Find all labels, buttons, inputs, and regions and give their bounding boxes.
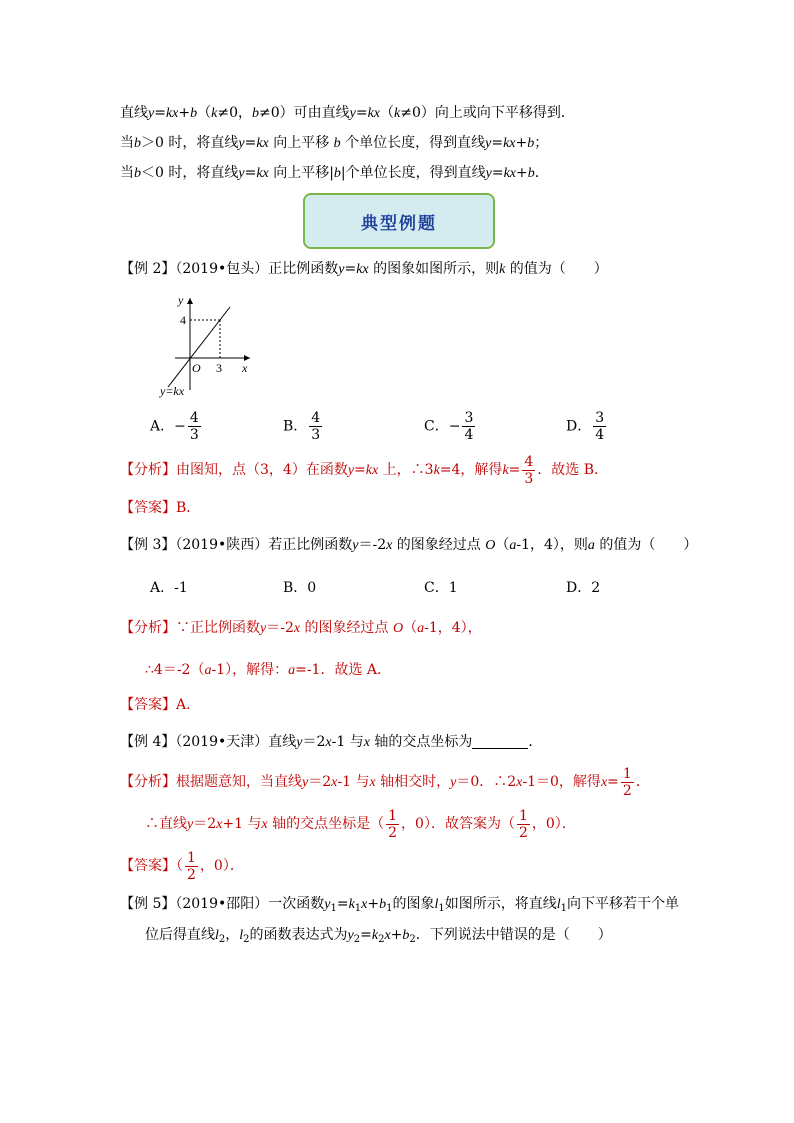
var: l — [434, 897, 439, 912]
var: b — [527, 136, 535, 151]
text: + — [178, 105, 191, 121]
var: x — [516, 775, 523, 790]
var: kx — [256, 166, 269, 181]
text: = — [508, 462, 521, 478]
var: l — [556, 897, 561, 912]
text: 位后得直线 — [145, 927, 215, 943]
denominator: 4 — [595, 427, 605, 443]
text: -1 与 — [337, 774, 370, 790]
subscript: 2 — [353, 934, 361, 945]
var: x — [384, 928, 391, 943]
text: 的值为（ ） — [505, 261, 608, 277]
option-value: -1 — [174, 580, 188, 596]
fraction — [593, 410, 606, 443]
text: -1，4）， — [424, 620, 482, 636]
text: 向下平移若干个单 — [567, 896, 680, 912]
text: 向上平移| — [268, 165, 334, 181]
var: x — [369, 775, 376, 790]
tick-y-label: 4 — [180, 313, 186, 327]
text: |个单位长度，得到直线 — [340, 165, 486, 181]
var: k — [211, 106, 218, 121]
var: k — [394, 106, 401, 121]
subscript: 2 — [218, 934, 226, 945]
subscript: 2 — [243, 934, 250, 945]
var: y — [349, 106, 356, 121]
x-axis-label: x — [242, 361, 248, 375]
text: ．下列说法中错误的是（ ） — [415, 927, 612, 943]
option-letter: D． — [566, 580, 592, 596]
var: kx — [165, 106, 179, 121]
intro-line-2 — [120, 134, 548, 153]
text: =-1．故选 A． — [295, 662, 392, 678]
text: ＝2 — [308, 774, 332, 790]
text: ＝-2 — [358, 537, 387, 553]
text: = — [355, 105, 368, 121]
var: b — [134, 166, 141, 181]
text: = — [154, 105, 166, 121]
var: a — [204, 663, 212, 678]
subscript: 2 — [409, 934, 416, 945]
var: b — [379, 897, 387, 912]
line-label: y=kx — [160, 384, 185, 398]
text: （ — [380, 105, 395, 121]
ex4-analysis-step — [145, 806, 576, 843]
text: ＝2 — [302, 734, 326, 750]
var: x — [386, 538, 393, 553]
fraction — [188, 410, 201, 443]
answer-blank[interactable] — [472, 734, 528, 749]
text: ． — [534, 165, 549, 181]
ex5-question-line2 — [145, 926, 612, 949]
denominator: 2 — [187, 866, 196, 883]
ex2-graph — [150, 290, 260, 400]
ex2-option-a — [150, 410, 203, 443]
ex3-option-b — [283, 577, 316, 597]
var: kx — [365, 463, 379, 478]
intro-line-1 — [120, 104, 575, 123]
text: 轴的交点坐标为 — [369, 734, 473, 750]
text: 个单位长度，得到直线 — [340, 135, 486, 151]
text: 的函数表达式为 — [249, 927, 348, 943]
var: a — [288, 663, 296, 678]
var: x — [216, 817, 223, 832]
var: y — [260, 621, 267, 636]
option-value: 2 — [591, 580, 601, 596]
text: ∴直线 — [145, 816, 187, 832]
var: y — [347, 463, 355, 478]
text: ＝-2 — [266, 620, 294, 636]
ex3-option-a — [150, 577, 188, 597]
var: y — [148, 106, 155, 121]
numerator: 1 — [518, 807, 528, 824]
denominator: 2 — [388, 824, 398, 841]
analysis-tag: 【分析】 — [120, 774, 176, 790]
denominator: 2 — [622, 782, 632, 799]
var: x — [331, 775, 338, 790]
text: （ — [197, 105, 212, 121]
option-letter: A． — [150, 418, 175, 435]
ex2-option-c — [424, 410, 477, 443]
numerator: 4 — [311, 410, 321, 426]
var: x — [600, 775, 608, 790]
var: b — [333, 166, 341, 181]
text: （2019•天津）直线 — [175, 734, 297, 750]
text: 当 — [120, 135, 134, 151]
text: 直线 — [120, 105, 148, 121]
option-letter: B． — [283, 418, 308, 435]
example-tag: 【例 5】 — [120, 896, 176, 912]
answer-tag: 【答案】 — [120, 697, 176, 713]
text: = — [344, 261, 357, 277]
numerator: 1 — [187, 849, 196, 866]
fraction — [309, 410, 322, 443]
fraction — [517, 808, 530, 841]
var: y — [347, 928, 354, 943]
option-letter: A． — [150, 580, 175, 596]
var: y — [450, 775, 457, 790]
var: kx — [367, 106, 381, 121]
section-header — [303, 193, 495, 249]
text: + — [515, 135, 528, 151]
analysis-tag: 【分析】 — [120, 620, 176, 636]
var: x — [361, 897, 368, 912]
ex2-option-d — [566, 410, 608, 443]
text: ＜0 时，将直线 — [141, 165, 239, 181]
text: ≠0， — [217, 105, 252, 121]
var: y — [187, 817, 194, 832]
text: （2019•包头）正比例函数 — [175, 261, 339, 277]
var: l — [215, 928, 219, 943]
answer-text: A． — [176, 697, 201, 713]
numerator: 1 — [622, 765, 632, 782]
text: ； — [534, 135, 549, 151]
numerator: 3 — [464, 410, 474, 426]
text: ，0）．故答案为（ — [401, 816, 515, 832]
option-letter: B． — [283, 580, 308, 596]
subscript: 1 — [386, 903, 393, 914]
var: b — [402, 928, 410, 943]
var: y — [296, 735, 303, 750]
text: -1 与 — [331, 734, 364, 750]
text: = — [336, 896, 349, 912]
var: b — [251, 106, 259, 121]
text: 的图象如图所示，则 — [368, 261, 500, 277]
ex3-analysis-step — [145, 661, 391, 680]
var: x — [293, 621, 301, 636]
subscript: 1 — [560, 903, 568, 914]
text: + — [516, 165, 528, 181]
text: （2019•陕西）若正比例函数 — [175, 537, 353, 553]
answer-text: B． — [176, 500, 201, 516]
var: kx — [356, 262, 369, 277]
var: a — [509, 538, 517, 553]
option-letter: C． — [424, 418, 449, 435]
fraction — [522, 454, 535, 487]
ex2-option-b — [283, 410, 324, 443]
var: b — [333, 136, 341, 151]
text: = — [360, 927, 372, 943]
numerator: 4 — [524, 453, 534, 470]
var: y — [324, 897, 331, 912]
text: 根据题意知，当直线 — [176, 774, 302, 790]
var: x — [325, 735, 332, 750]
text: ＞0 时，将直线 — [141, 135, 239, 151]
var: x — [363, 735, 370, 750]
var: y — [302, 775, 309, 790]
var: b — [190, 106, 198, 121]
text: 由图知，点（3，4）在函数 — [176, 462, 348, 478]
text: ∴4＝-2（ — [145, 662, 205, 678]
option-value: 1 — [448, 580, 458, 596]
var: y — [485, 166, 492, 181]
text: 向上平移 — [268, 135, 334, 151]
var: k — [499, 262, 506, 277]
fraction — [386, 808, 399, 841]
text: （ — [403, 620, 418, 636]
text: ＝0．∴2 — [456, 774, 517, 790]
var: kx — [256, 136, 269, 151]
ex3-option-d — [566, 577, 600, 597]
text: = — [491, 135, 504, 151]
text: = — [607, 774, 619, 790]
ex2-analysis — [120, 452, 608, 489]
text: + — [390, 927, 403, 943]
fraction — [185, 850, 198, 883]
text: 的图象 — [392, 896, 435, 912]
text: ． — [635, 774, 650, 790]
numerator: 3 — [595, 410, 605, 426]
text: 轴的交点坐标是（ — [267, 816, 385, 832]
ex4-question — [120, 733, 542, 752]
numerator: 4 — [189, 410, 199, 426]
y-axis-arrow — [187, 298, 193, 304]
var: k — [502, 463, 509, 478]
subscript: 1 — [354, 903, 362, 914]
ex4-analysis — [120, 764, 650, 801]
origin-label: O — [192, 361, 201, 375]
text: ∵正比例函数 — [176, 620, 260, 636]
var: kx — [503, 166, 517, 181]
text: （ — [495, 537, 510, 553]
ex3-question — [120, 536, 697, 555]
subscript: 1 — [330, 903, 337, 914]
option-letter: D． — [566, 418, 592, 435]
subscript: 1 — [438, 903, 445, 914]
text: +1 与 — [222, 816, 262, 832]
var: b — [527, 166, 535, 181]
var: k — [433, 463, 440, 478]
var: y — [485, 136, 492, 151]
var: O — [392, 621, 404, 636]
text: 的图象经过点 — [300, 620, 393, 636]
var: a — [417, 621, 425, 636]
option-letter: C． — [424, 580, 449, 596]
denominator: 3 — [189, 427, 199, 443]
section-header-title: 典型例题 — [361, 213, 437, 234]
text: = — [354, 462, 366, 478]
denominator: 2 — [518, 824, 528, 841]
text: （ — [176, 858, 183, 874]
text: ．故选 B． — [537, 462, 609, 478]
var: y — [238, 136, 245, 151]
text: 上，∴3 — [378, 462, 434, 478]
var: x — [261, 817, 268, 832]
fraction — [462, 410, 475, 443]
ex5-question-line1 — [120, 895, 679, 918]
text: + — [367, 896, 380, 912]
var: kx — [503, 136, 516, 151]
text: = — [491, 165, 504, 181]
var: a — [587, 538, 595, 553]
fraction — [621, 766, 634, 799]
intro-line-3 — [120, 164, 549, 183]
y-axis-label: y — [178, 293, 184, 307]
var: O — [485, 538, 496, 553]
ex2-question — [120, 260, 608, 279]
example-tag: 【例 3】 — [120, 537, 176, 553]
text: 的值为（ ） — [594, 537, 698, 553]
text: ，0）． — [531, 816, 576, 832]
text: 当 — [120, 165, 134, 181]
denominator: 4 — [464, 427, 474, 443]
text: − — [174, 418, 186, 435]
var: l — [239, 928, 244, 943]
option-value: 0 — [307, 580, 317, 596]
text: = — [244, 165, 257, 181]
text: -1，4），则 — [516, 537, 588, 553]
text: -1），解得： — [211, 662, 289, 678]
example-tag: 【例 2】 — [120, 261, 176, 277]
var: b — [134, 136, 141, 151]
denominator: 3 — [311, 427, 321, 443]
text: （2019•邵阳）一次函数 — [175, 896, 325, 912]
text: ＝2 — [193, 816, 217, 832]
analysis-tag: 【分析】 — [120, 462, 176, 478]
text: ， — [225, 927, 240, 943]
subscript: 2 — [378, 934, 385, 945]
answer-tag: 【答案】 — [120, 858, 176, 874]
text: ≠0）可由直线 — [258, 105, 350, 121]
var: k — [348, 897, 355, 912]
var: y — [352, 538, 359, 553]
var: k — [371, 928, 379, 943]
ex2-answer — [120, 499, 200, 517]
text: 的图象经过点 — [392, 537, 486, 553]
text: -1＝0，解得 — [522, 774, 601, 790]
text: − — [448, 418, 461, 435]
answer-tag: 【答案】 — [120, 500, 176, 516]
text: = — [244, 135, 257, 151]
text: ≠0）向上或向下平移得到． — [400, 105, 575, 121]
ex3-analysis — [120, 619, 482, 638]
text: 如图所示，将直线 — [444, 896, 557, 912]
graph-line — [168, 307, 230, 387]
example-tag: 【例 4】 — [120, 734, 176, 750]
numerator: 1 — [388, 807, 398, 824]
denominator: 3 — [524, 470, 534, 487]
var: y — [338, 262, 345, 277]
text: ． — [528, 734, 543, 750]
ex3-answer — [120, 696, 200, 714]
text: ，0）． — [199, 858, 244, 874]
text: 轴相交时， — [375, 774, 451, 790]
var: y — [238, 166, 245, 181]
ex3-option-c — [424, 577, 458, 597]
tick-x-label: 3 — [216, 361, 222, 375]
ex4-answer — [120, 848, 244, 884]
text: =4，解得 — [439, 462, 503, 478]
